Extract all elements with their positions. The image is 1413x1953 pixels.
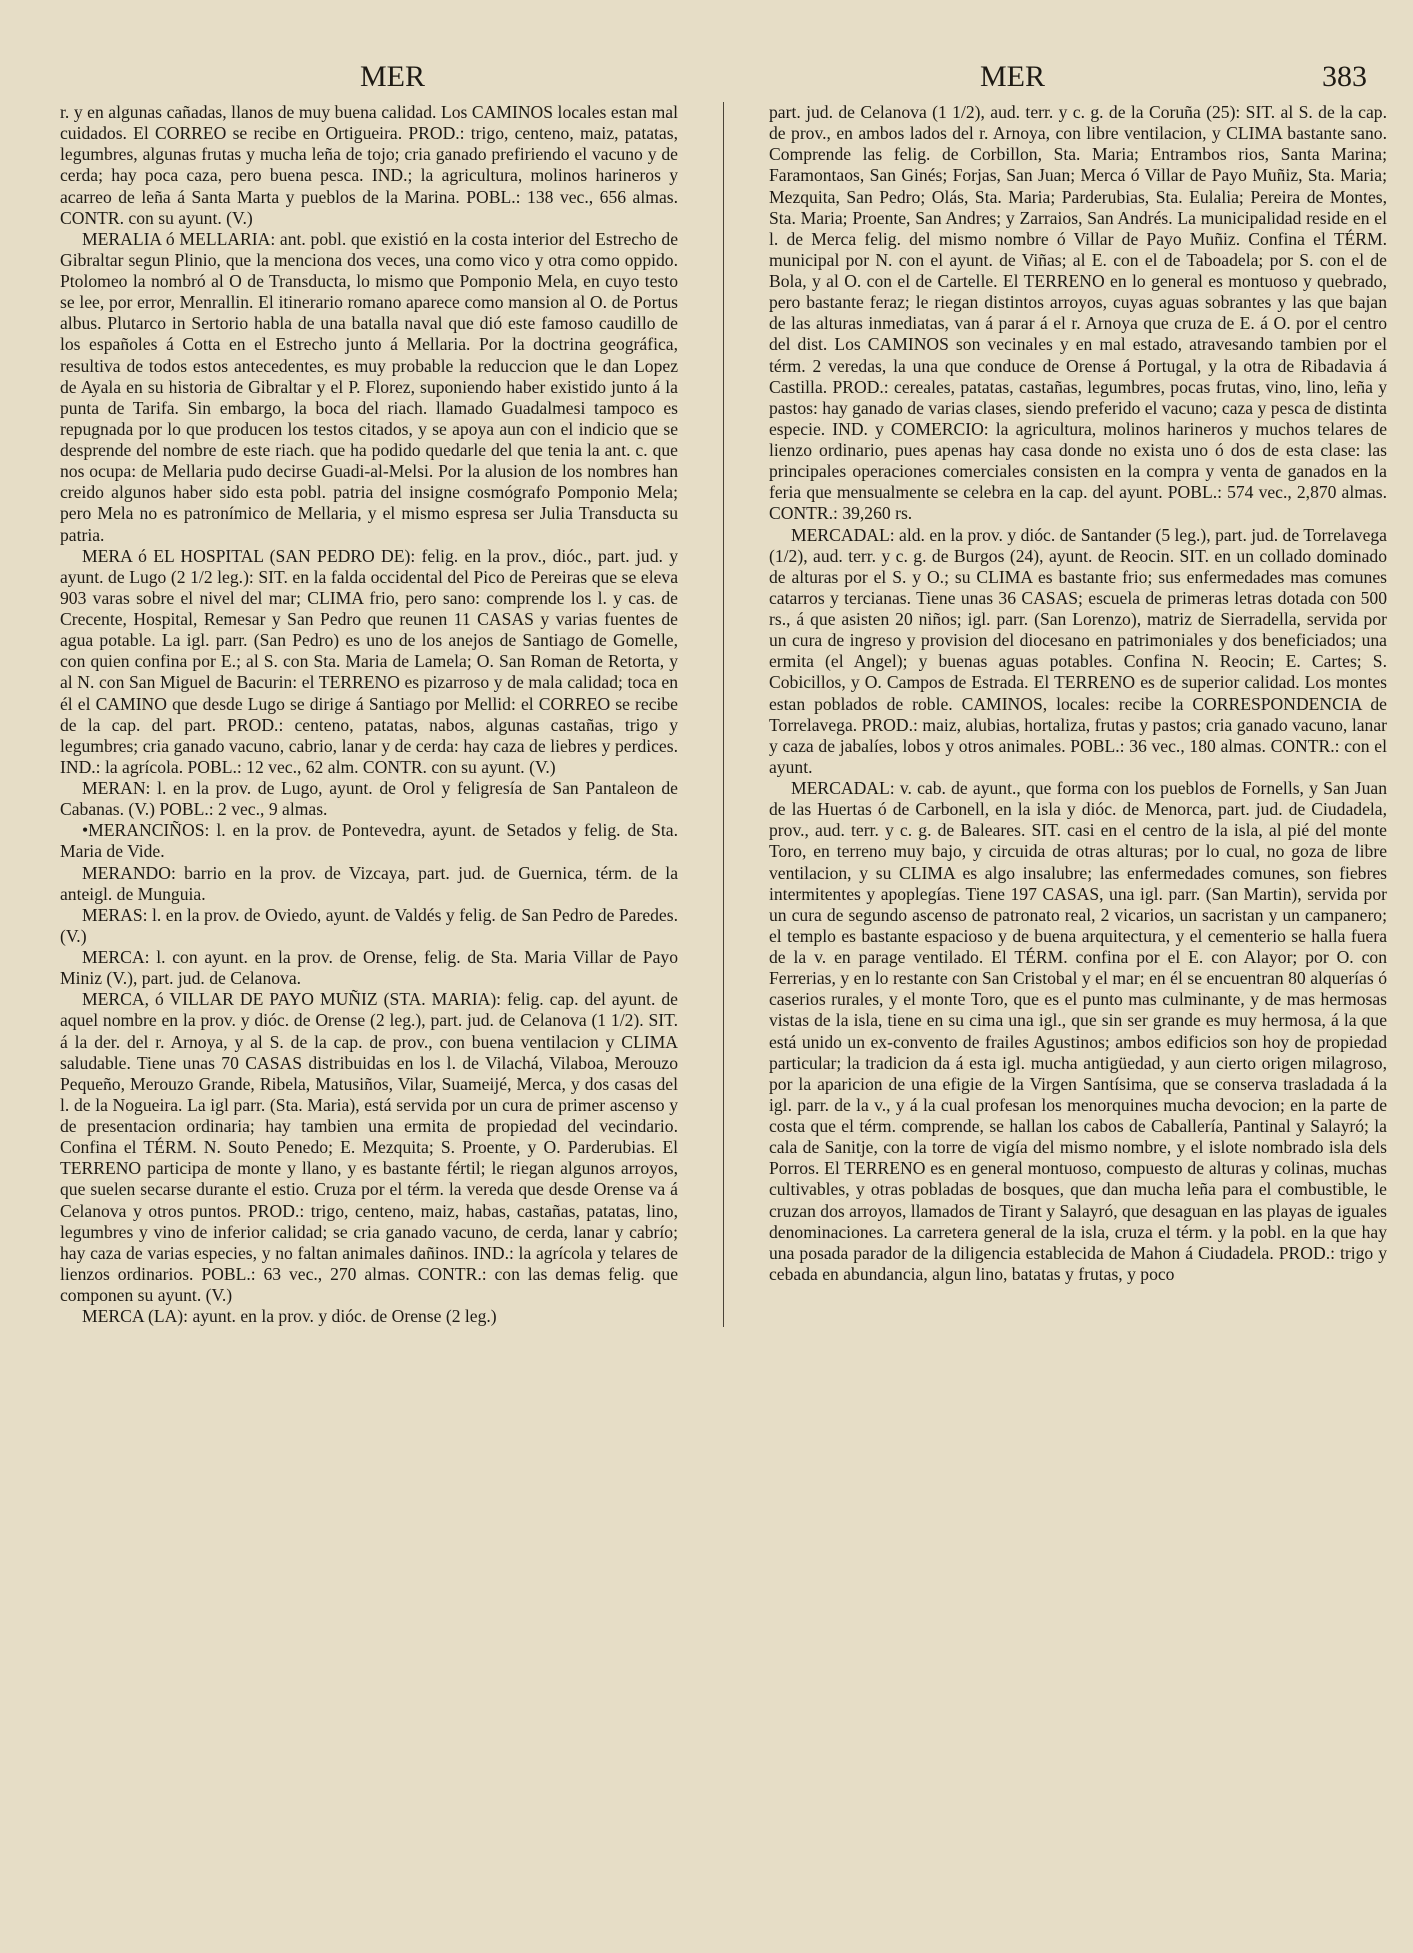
- entry-paragraph: MERANDO: barrio en la prov. de Vizcaya, part. jud. de Guernica, térm. de la anteigl. de Munguia.: [60, 862, 678, 904]
- entry-paragraph: MERALIA ó MELLARIA: ant. pobl. que existió en la costa interior del Estrecho de Gibraltar segun Plinio, que la menciona dos veces, una como vico y otra como oppido. Ptolomeo la nombró al O de Transducta, lo mismo que Pomponio Mela, en cuyo testo se lee, por error, Menrallin. El itinerario romano aparece como mansion al O. de Portus albus. Plutarco in Sertorio habla de una batalla naval que dió este famoso caudillo de los españoles á Cotta en el Estrecho junto á Mellaria. Por la doctrina geográfica, resultiva de todos estos antecedentes, es muy probable la reduccion que le dan Lopez de Ayala en su historia de Gibraltar y el P. Florez, suponiendo haber existido junto á la punta de Tarifa. Sin embargo, la boca del riach. llamado Guadalmesi tampoco es repugnada por lo que producen los testos citados, y se apoya aun con el indicio que se desprende del nombre de este riach. que ha podido quedarle del que tenia la ant. c. que nos ocupa: de Mellaria pudo decirse Guadi-al-Melsi. Por la alusion de los nombres han creido algunos haber sido esta pobl. patria del insigne cosmógrafo Pomponio Mela; pero Mela no es patronímico de Mellaria, y el mismo espresa ser Julia Transducta su patria.: [60, 228, 678, 545]
- running-head-right: MER: [980, 60, 1046, 93]
- running-head-left: MER: [360, 60, 426, 93]
- entry-paragraph: MERCA, ó VILLAR DE PAYO MUÑIZ (STA. MARIA): felig. cap. del ayunt. de aquel nombre en la prov. y dióc. de Orense (2 leg.), part. jud. de Celanova (1 1/2). SIT. á la der. del r. Arnoya, y al S. de la cap. de prov., con buena ventilacion y CLIMA saludable. Tiene unas 70 CASAS distribuidas en los l. de Vilachá, Vilaboa, Merouzo Pequeño, Merouzo Grande, Ribela, Matusiños, Vilar, Suameijé, Merca, y dos casas del l. de la Nogueira. La igl parr. (Sta. Maria), está servida por un cura de primer ascenso y de presentacion ordinaria; hay tambien una ermita de propiedad del vecindario. Confina el TÉRM. N. Souto Penedo; E. Mezquita; S. Proente, y O. Parderubias. El TERRENO participa de monte y llano, y es bastante fértil; le riegan algunos arroyos, que suelen secarse durante el estio. Cruza por el térm. la vereda que desde Orense va á Celanova y otros puntos. PROD.: trigo, centeno, maiz, habas, castañas, patatas, lino, legumbres y vino de inferior calidad; se cria ganado vacuno, de cerda, lanar y cabrío; hay caza de varias especies, y no faltan animales dañinos. IND.: la agrícola y telares de lienzos ordinarios. POBL.: 63 vec., 270 almas. CONTR.: con las demas felig. que componen su ayunt. (V.): [60, 989, 678, 1305]
- entry-paragraph: MERA ó EL HOSPITAL (SAN PEDRO DE): felig. en la prov., dióc., part. jud. y ayunt. de Lugo (2 1/2 leg.): SIT. en la falda occidental del Pico de Pereiras que se eleva 903 varas sobre el nivel del mar; CLIMA frio, pero sano: comprende los l. y cas. de Crecente, Hospital, Remesar y San Pedro que reunen 11 CASAS y varias fuentes de agua potable. La igl. parr. (San Pedro) es uno de los anejos de Santiago de Gomelle, con quien confina por E.; al S. con Sta. Maria de Lamela; O. San Roman de Retorta, y al N. con San Miguel de Bacurin: el TERRENO es pizarroso y de mala calidad; toca en él el CAMINO que desde Lugo se dirige á Santiago por Mellid: el CORREO se recibe de la cap. del part. PROD.: centeno, patatas, nabos, algunas castañas, trigo y legumbres; cria ganado vacuno, cabrio, lanar y de cerda: hay caza de liebres y perdices. IND.: la agrícola. POBL.: 12 vec., 62 alm. CONTR. con su ayunt. (V.): [60, 545, 678, 777]
- entry-paragraph: MERCADAL: ald. en la prov. y dióc. de Santander (5 leg.), part. jud. de Torrelavega (1/2), aud. terr. y c. g. de Burgos (24), ayunt. de Reocin. SIT. en un collado dominado de alturas por el S. y O.; su CLIMA es bastante frio; sus enfermedades mas comunes catarros y tercianas. Tiene unas 36 CASAS; escuela de primeras letras dotada con 500 rs., á que asisten 20 niños; igl. parr. (San Lorenzo), matriz de Sierradella, servida por un cura de ingreso y provision del diocesano en patrimoniales y dos beneficiados; una ermita (el Angel); y buenas aguas potables. Confina N. Reocin; E. Cartes; S. Cobicillos, y O. Campos de Estrada. El TERRENO es de superior calidad. Los montes estan poblados de roble. CAMINOS, locales: recibe la CORRESPONDENCIA de Torrelavega. PROD.: maiz, alubias, hortaliza, frutas y pastos; cria ganado vacuno, lanar y caza de jabalíes, lobos y otros animales. POBL.: 36 vec., 180 almas. CONTR.: con el ayunt.: [769, 524, 1387, 777]
- entry-paragraph: part. jud. de Celanova (1 1/2), aud. terr. y c. g. de la Coruña (25): SIT. al S. de la cap. de prov., en ambos lados del r. Arnoya, con libre ventilacion, y CLIMA bastante sano. Comprende las felig. de Corbillon, Sta. Maria; Entrambos rios, Santa Marina; Faramontaos, San Ginés; Forjas, San Juan; Merca ó Villar de Payo Muñiz, Sta. Maria; Mezquita, San Pedro; Olás, Sta. Maria; Parderubias, Sta. Eulalia; Pereira de Montes, Sta. Maria; Proente, San Andres; y Zarraios, San Andrés. La municipalidad reside en el l. de Merca felig. del mismo nombre ó Villar de Payo Muñiz. Confina el TÉRM. municipal por N. con el ayunt. de Viñas; al E. con el de Taboadela; por S. con el de Bola, y al O. con el de Cartelle. El TERRENO en lo general es montuoso y quebrado, pero bastante feraz; le riegan distintos arroyos, cuyas aguas sobrantes y las que bajan de las alturas inmediatas, van á parar á el r. Arnoya que cruza de E. á O. por el centro del dist. Los CAMINOS son vecinales y en mal estado, atravesando tambien por el térm. 2 veredas, la una que conduce de Orense á Portugal, y la otra de Ribadavia á Castilla. PROD.: cereales, patatas, castañas, legumbres, pocas frutas, vino, lino, leña y pastos: hay ganado de varias clases, siendo preferido el vacuno; caza y pesca de distinta especie. IND. y COMERCIO: la agricultura, molinos harineros y muchos telares de lienzo ordinario, pues apenas hay casa donde no exista uno ó dos de esta clase: las principales operaciones comerciales consisten en la compra y venta de ganados en la feria que mensualmente se celebra en la cap. del ayunt. POBL.: 574 vec., 2,870 almas. CONTR.: 39,260 rs.: [769, 102, 1387, 524]
- entry-paragraph: MERAS: l. en la prov. de Oviedo, ayunt. de Valdés y felig. de San Pedro de Paredes. (V.): [60, 904, 678, 946]
- text-columns: [60, 102, 1387, 1327]
- right-column: [769, 102, 1387, 1327]
- left-column: [60, 102, 678, 1327]
- page-header: [60, 52, 1387, 102]
- entry-paragraph: r. y en algunas cañadas, llanos de muy buena calidad. Los CAMINOS locales estan mal cuidados. El CORREO se recibe en Ortigueira. PROD.: trigo, centeno, maiz, patatas, legumbres, algunas frutas y mucha leña de tojo; cria ganado prefiriendo el vacuno y de cerda; hay poca caza, pero buena pesca. IND.; la agricultura, molinos harineros y acarreo de leña á Santa Marta y pueblos de la Marina. POBL.: 138 vec., 656 almas. CONTR. con su ayunt. (V.): [60, 102, 678, 228]
- entry-paragraph: MERCADAL: v. cab. de ayunt., que forma con los pueblos de Fornells, y San Juan de las Huertas ó de Carbonell, en la isla y dióc. de Menorca, part. jud. de Ciudadela, prov., aud. terr. y c. g. de Baleares. SIT. casi en el centro de la isla, al pié del monte Toro, en terreno muy bajo, y circuida de otras alturas; por lo cual, no goza de libre ventilacion, y su CLIMA es algo insalubre; las enfermedades comunes, son fiebres intermitentes y apoplegías. Tiene 197 CASAS, una igl. parr. (San Martin), servida por un cura de segundo ascenso de patronato real, 2 vicarios, un sacristan y un campanero; el templo es bastante espacioso y de buena arquitectura, y el cementerio se halla fuera de la v. en parage ventilado. El TÉRM. confina por el E. con Alayor; por O. con Ferrerias, y en lo restante con San Cristobal y el mar; en él se encuentran 80 alquerías ó caserios rurales, y el monte Toro, que es el punto mas culminante, y de mas hermosas vistas de la isla, tiene en su cima una igl., que sin ser grande es muy hermosa, á la que está unido un ex-convento de frailes Agustinos; ambos edificios son hoy de propiedad particular; la tradicion da á esta igl. mucha antigüedad, y aun cierto origen milagroso, por la aparicion de una efigie de la Virgen Santísima, que se conserva trasladada á la igl. parr. de la v., y á la cual profesan los menorquines mucha devocion; en la parte de costa que el térm. comprende, se hallan los cabos de Caballería, Pantinal y Salayró; la cala de Sanitje, con la torre de vigía del mismo nombre, y el islote nombrado isla dels Porros. El TERRENO es en general montuoso, compuesto de alturas y colinas, muchas cultivables, y otras pobladas de bosques, que dan mucha leña para el combustible, le cruzan dos arroyos, llamados de Tirant y Salayró, que desaguan en las playas de iguales denominaciones. La carretera general de la isla, cruza el térm. y la pobl. en la que hay una posada parador de la diligencia establecida de Mahon á Ciudadela. PROD.: trigo y cebada en abundancia, algun lino, batatas y frutas, y poco: [769, 778, 1387, 1284]
- entry-paragraph: MERCA (LA): ayunt. en la prov. y dióc. de Orense (2 leg.): [82, 1306, 497, 1327]
- column-divider: [723, 102, 724, 1327]
- entry-paragraph: MERAN: l. en la prov. de Lugo, ayunt. de Orol y feligresía de San Pantaleon de Cabanas. (V.) POBL.: 2 vec., 9 almas.: [60, 778, 678, 820]
- entry-paragraph: MERCA: l. con ayunt. en la prov. de Orense, felig. de Sta. Maria Villar de Payo Miniz (V.), part. jud. de Celanova.: [60, 947, 678, 989]
- entry-paragraph: •MERANCIÑOS: l. en la prov. de Pontevedra, ayunt. de Setados y felig. de Sta. Maria de Vide.: [60, 820, 678, 862]
- page-number: 383: [1322, 60, 1367, 93]
